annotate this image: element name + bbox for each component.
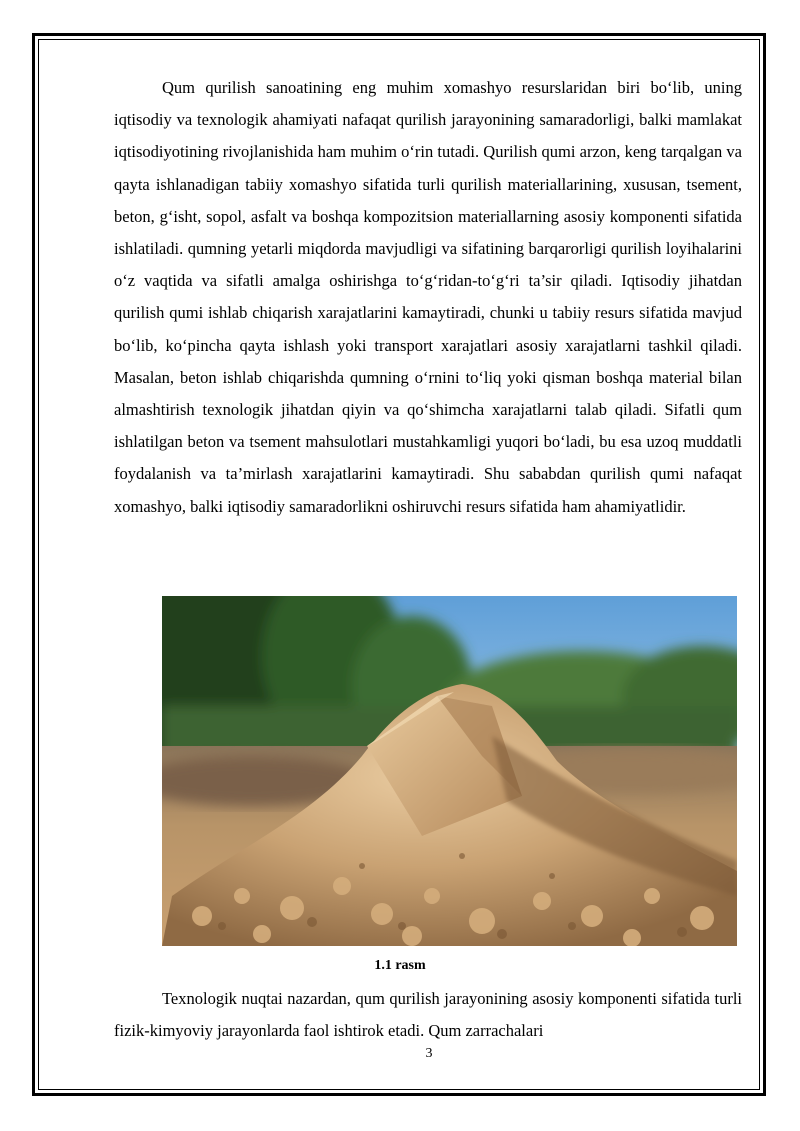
sand-pile-photo [162, 596, 737, 946]
figure-caption: 1.1 rasm [374, 958, 426, 973]
body-paragraph-1: Qum qurilish sanoatining eng muhim xomashyo resurslaridan biri bo‘lib, uning iqtisodiy va texnologik ahamiyati nafaqat qurilish jarayonining samaradorligi, balki mamlakat iqtisodiyotining rivojlanishida ham muhim o‘rin tutadi. Qurilish qumi arzon, keng tarqalgan va qayta ishlanadigan tabiiy xomashyo sifatida turli qurilish materiallarining, xususan, tsement, beton, g‘isht, sopol, asfalt va boshqa kompozitsion materiallarning asosiy komponenti sifatida ishlatiladi. qumning yetarli miqdorda mavjudligi va sifatining barqarorligi qurilish loyihalarini o‘z vaqtida va sifatli amalga oshirishga to‘g‘ridan-to‘g‘ri ta’sir qiladi. Iqtisodiy jihatdan qurilish qumi ishlab chiqarish xarajatlarini kamaytiradi, chunki u tabiiy resurs sifatida mavjud bo‘lib, ko‘pincha qayta ishlash yoki transport xarajatlari asosiy xarajatlarni tashkil qiladi. Masalan, beton ishlab chiqarishda qumning o‘rnini to‘liq yoki qisman boshqa material bilan almashtirish texnologik jihatdan qiyin va qo‘shimcha xarajatlarni talab qiladi. Sifatli qum ishlatilgan beton va tsement mahsulotlari mustahkamligi yuqori bo‘ladi, bu esa uzoq muddatli foydalanish va ta’mirlash xarajatlarini kamaytiradi. Shu sababdan qurilish qumi nafaqat xomashyo, balki iqtisodiy samaradorlikni oshiruvchi resurs sifatida ham ahamiyatlidir. [114, 78, 742, 516]
body-paragraph-2: Texnologik nuqtai nazardan, qum qurilish jarayonining asosiy komponenti sifatida turli fizik-kimyoviy jarayonlarda faol ishtirok etadi. Qum zarrachalari [114, 989, 742, 1041]
page-number: 3 [425, 1046, 433, 1061]
